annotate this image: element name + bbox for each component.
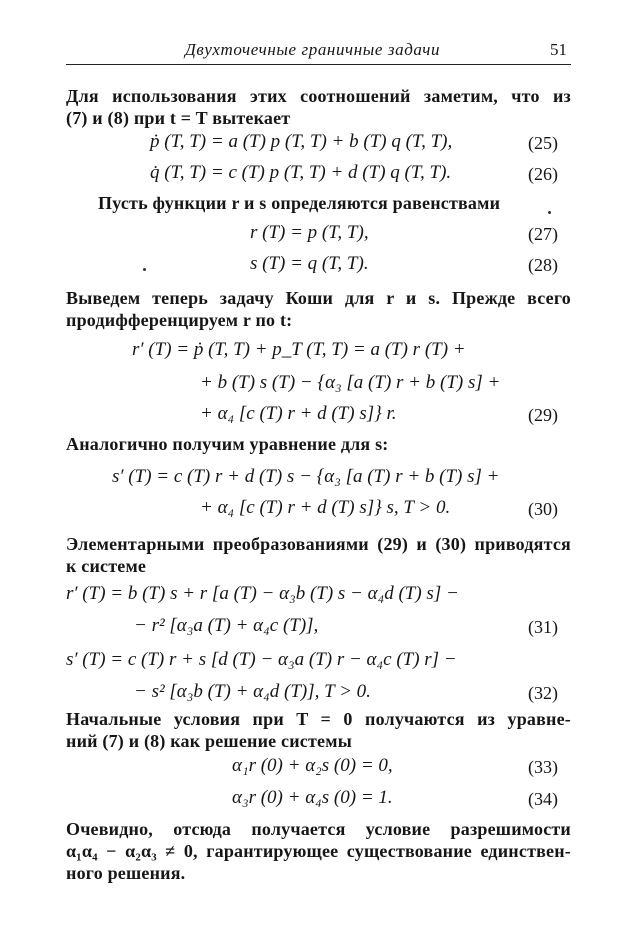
paragraph-line: α₁α₄ − α₂α₃ ≠ 0, гарантирующее существование единствен- (66, 841, 571, 861)
equation-31-line-1: r′ (T) = b (T) s + r [a (T) − α₃b (T) s − α₄d (T) s] − (66, 583, 459, 604)
paragraph-line: продифференцируем r по t: (66, 310, 293, 330)
equation-30-line-1: s′ (T) = c (T) r + d (T) s − {α₃ [a (T) r + b (T) s] + (112, 466, 500, 487)
paragraph-line: ного решения. (66, 863, 186, 883)
paragraph-line: ний (7) и (8) как решение системы (66, 731, 352, 751)
paragraph-line: Аналогично получим уравнение для s: (66, 434, 389, 454)
equation-number: (29) (528, 405, 558, 425)
equation-number: (31) (528, 617, 558, 637)
equation-number: (27) (528, 224, 558, 244)
equation-34: α₃r (0) + α₄s (0) = 1. (232, 787, 393, 808)
equation-27: r (T) = p (T, T), (250, 222, 369, 243)
header-rule (66, 64, 571, 65)
print-speck (143, 268, 146, 271)
equation-number: (26) (528, 164, 558, 184)
paragraph-line: Пусть функции r и s определяются равенствами (98, 193, 501, 213)
paragraph-line: (7) и (8) при t = T вытекает (66, 108, 291, 128)
equation-number: (25) (528, 133, 558, 153)
equation-30-line-2: + α₄ [c (T) r + d (T) s]} s, T > 0. (200, 497, 451, 518)
equation-26: q̇ (T, T) = c (T) p (T, T) + d (T) q (T, T). (150, 162, 452, 183)
equation-32-line-2: − s² [α₃b (T) + α₄d (T)], T > 0. (134, 681, 371, 702)
page-number: 51 (550, 40, 567, 59)
equation-33: α₁r (0) + α₂s (0) = 0, (232, 755, 393, 776)
running-header (0, 38, 636, 62)
equation-29-line-2: + b (T) s (T) − {α₃ [a (T) r + b (T) s] + (200, 372, 501, 393)
paragraph-line: Начальные условия при T = 0 получаются из уравне- (66, 709, 571, 729)
equation-29-line-1: r′ (T) = ṗ (T, T) + p_T (T, T) = a (T) r (T) + (132, 339, 466, 360)
equation-number: (30) (528, 499, 558, 519)
print-speck (548, 211, 551, 214)
equation-number: (28) (528, 255, 558, 275)
equation-28: s (T) = q (T, T). (250, 253, 369, 274)
paragraph-line: Очевидно, отсюда получается условие разрешимости (66, 819, 571, 839)
equation-31-line-2: − r² [α₃a (T) + α₄c (T)], (134, 615, 319, 636)
paragraph-line: к системе (66, 556, 147, 576)
equation-25: ṗ (T, T) = a (T) p (T, T) + b (T) q (T, T), (150, 131, 453, 152)
equation-number: (33) (528, 757, 558, 777)
paragraph-line: Для использования этих соотношений заметим, что из (66, 86, 571, 106)
equation-29-line-3: + α₄ [c (T) r + d (T) s]} r. (200, 403, 397, 424)
equation-32-line-1: s′ (T) = c (T) r + s [d (T) − α₃a (T) r − α₄c (T) r] − (66, 649, 457, 670)
paragraph-line: Элементарными преобразованиями (29) и (30) приводятся (66, 534, 571, 554)
paragraph-line: Выведем теперь задачу Коши для r и s. Прежде всего (66, 288, 571, 308)
running-title: Двухточечные граничные задачи (185, 40, 441, 59)
equation-number: (32) (528, 683, 558, 703)
equation-number: (34) (528, 789, 558, 809)
